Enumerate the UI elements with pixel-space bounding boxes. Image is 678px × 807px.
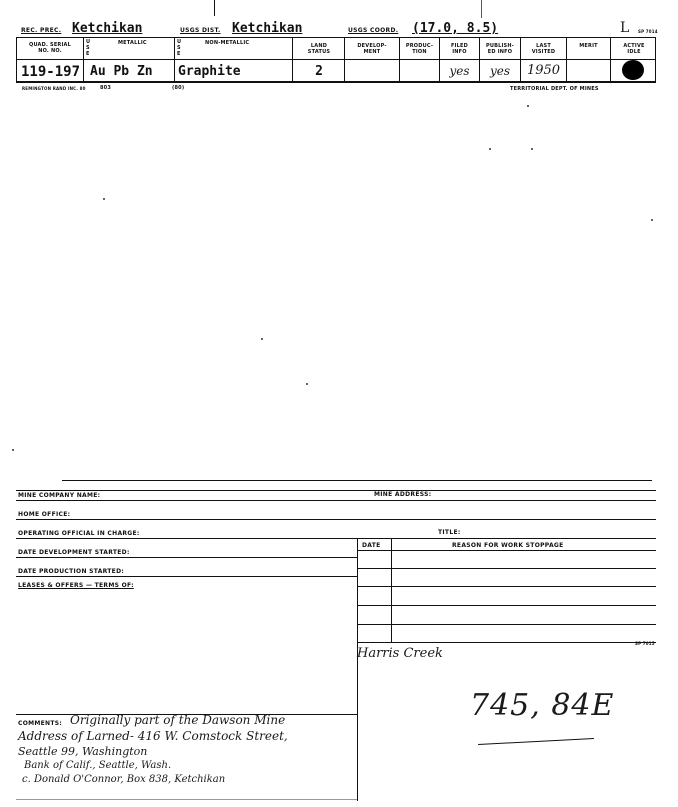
mine-company-name-label: MINE COMPANY NAME: bbox=[18, 492, 101, 499]
header-active-idle: ACTIVE IDLE bbox=[623, 43, 645, 55]
header-merit: MERIT bbox=[579, 43, 598, 49]
header-non-metallic: NON-METALLIC bbox=[205, 40, 250, 46]
col-divider bbox=[16, 37, 17, 82]
stoppage-row-rule bbox=[357, 624, 656, 625]
header-top-rule bbox=[16, 37, 656, 38]
printer-credit: REMINGTON RAND INC. 80 bbox=[22, 86, 86, 91]
production-rule bbox=[16, 576, 357, 577]
stoppage-left-border bbox=[357, 538, 358, 801]
company-rule bbox=[16, 490, 656, 491]
stoppage-row-rule bbox=[357, 568, 656, 569]
col-divider bbox=[610, 37, 611, 82]
stoppage-row-rule bbox=[357, 642, 656, 643]
active-status-dot bbox=[622, 60, 644, 80]
company-under-rule bbox=[16, 500, 656, 501]
comments-label: COMMENTS: bbox=[18, 720, 63, 727]
rec-prec-value: Ketchikan bbox=[72, 21, 143, 36]
usgs-dist-label: USGS DIST. bbox=[180, 27, 221, 34]
comments-line-3: Seattle 99, Washington bbox=[18, 745, 148, 758]
printer-code-2: (80) bbox=[172, 85, 185, 91]
stoppage-date-header: DATE bbox=[362, 542, 381, 549]
scan-speck bbox=[12, 449, 14, 451]
development-rule bbox=[16, 557, 357, 558]
header-bottom-rule bbox=[16, 59, 656, 60]
stoppage-reason-header: REASON FOR WORK STOPPAGE bbox=[452, 542, 564, 549]
header-land-status: LAND STATUS bbox=[307, 43, 331, 55]
scan-speck bbox=[306, 383, 308, 385]
rec-prec-label: REC. PREC. bbox=[21, 27, 62, 34]
stoppage-date-divider bbox=[391, 538, 392, 642]
scan-mark bbox=[481, 0, 482, 18]
scan-speck bbox=[527, 105, 529, 107]
scan-speck bbox=[103, 198, 105, 200]
department-name: TERRITORIAL DEPT. OF MINES bbox=[510, 86, 599, 92]
row-bottom-rule bbox=[16, 81, 656, 83]
scan-speck bbox=[489, 148, 491, 150]
header-development: DEVELOP- MENT bbox=[357, 43, 387, 55]
leases-label: LEASES & OFFERS — TERMS OF: bbox=[18, 582, 134, 589]
location-note: Harris Creek bbox=[357, 646, 443, 661]
scan-speck bbox=[531, 148, 533, 150]
stoppage-header-rule bbox=[357, 550, 656, 551]
map-reference-underline bbox=[478, 738, 594, 745]
header-quad-serial: QUAD. SERIAL NO. NO. bbox=[29, 42, 71, 54]
header-published-info: PUBLISH- ED INFO bbox=[485, 43, 515, 55]
stoppage-row-rule bbox=[357, 605, 656, 606]
header-production: PRODUC- TION bbox=[405, 43, 434, 55]
date-development-label: DATE DEVELOPMENT STARTED: bbox=[18, 549, 130, 556]
header-metallic-use: U S E bbox=[86, 39, 91, 57]
official-rule bbox=[16, 538, 656, 539]
col-divider bbox=[174, 37, 175, 82]
quad-serial-value: 119-197 bbox=[21, 64, 81, 80]
usgs-coord-value: (17.0, 8.5) bbox=[412, 21, 499, 36]
corner-letter: L bbox=[620, 20, 630, 36]
home-office-label: HOME OFFICE: bbox=[18, 511, 71, 518]
operating-official-label: OPERATING OFFICIAL IN CHARGE: bbox=[18, 530, 140, 537]
usgs-dist-value: Ketchikan bbox=[232, 21, 303, 36]
usgs-coord-label: USGS COORD. bbox=[348, 27, 399, 34]
printer-code-1: 803 bbox=[100, 85, 112, 91]
metallic-value: Au Pb Zn bbox=[90, 64, 153, 79]
stoppage-row-rule bbox=[357, 586, 656, 587]
header-metallic: METALLIC bbox=[118, 40, 147, 46]
comments-line-5: c. Donald O'Connor, Box 838, Ketchikan bbox=[22, 774, 226, 785]
scan-speck bbox=[261, 338, 263, 340]
form-number-top: SP 7014 bbox=[638, 29, 658, 34]
non-metallic-value: Graphite bbox=[178, 64, 241, 79]
col-divider bbox=[83, 37, 84, 82]
last-visited-value: 1950 bbox=[526, 63, 561, 78]
map-reference: 745, 84E bbox=[470, 688, 615, 723]
title-label: TITLE: bbox=[438, 529, 461, 536]
date-production-label: DATE PRODUCTION STARTED: bbox=[18, 568, 125, 575]
col-divider bbox=[292, 37, 293, 82]
home-office-rule bbox=[16, 519, 656, 520]
mine-address-label: MINE ADDRESS: bbox=[374, 491, 432, 498]
comments-line-2: Address of Larned- 416 W. Comstock Street, bbox=[18, 729, 288, 743]
form-number-bottom: SP 7015 bbox=[635, 641, 655, 646]
card-bottom-edge bbox=[16, 799, 357, 800]
comments-line-1: Originally part of the Dawson Mine bbox=[70, 713, 286, 727]
card-top-edge bbox=[62, 480, 652, 481]
published-info-value: yes bbox=[489, 64, 511, 78]
scan-mark bbox=[214, 0, 215, 16]
header-last-visited: LAST VISITED bbox=[531, 43, 556, 55]
land-status-value: 2 bbox=[315, 64, 323, 79]
filed-info-value: yes bbox=[449, 64, 470, 78]
header-non-metallic-use: U S E bbox=[177, 39, 182, 57]
header-filed-info: FILED INFO bbox=[450, 43, 469, 55]
scan-speck bbox=[651, 219, 653, 221]
comments-line-4: Bank of Calif., Seattle, Wash. bbox=[24, 760, 172, 771]
